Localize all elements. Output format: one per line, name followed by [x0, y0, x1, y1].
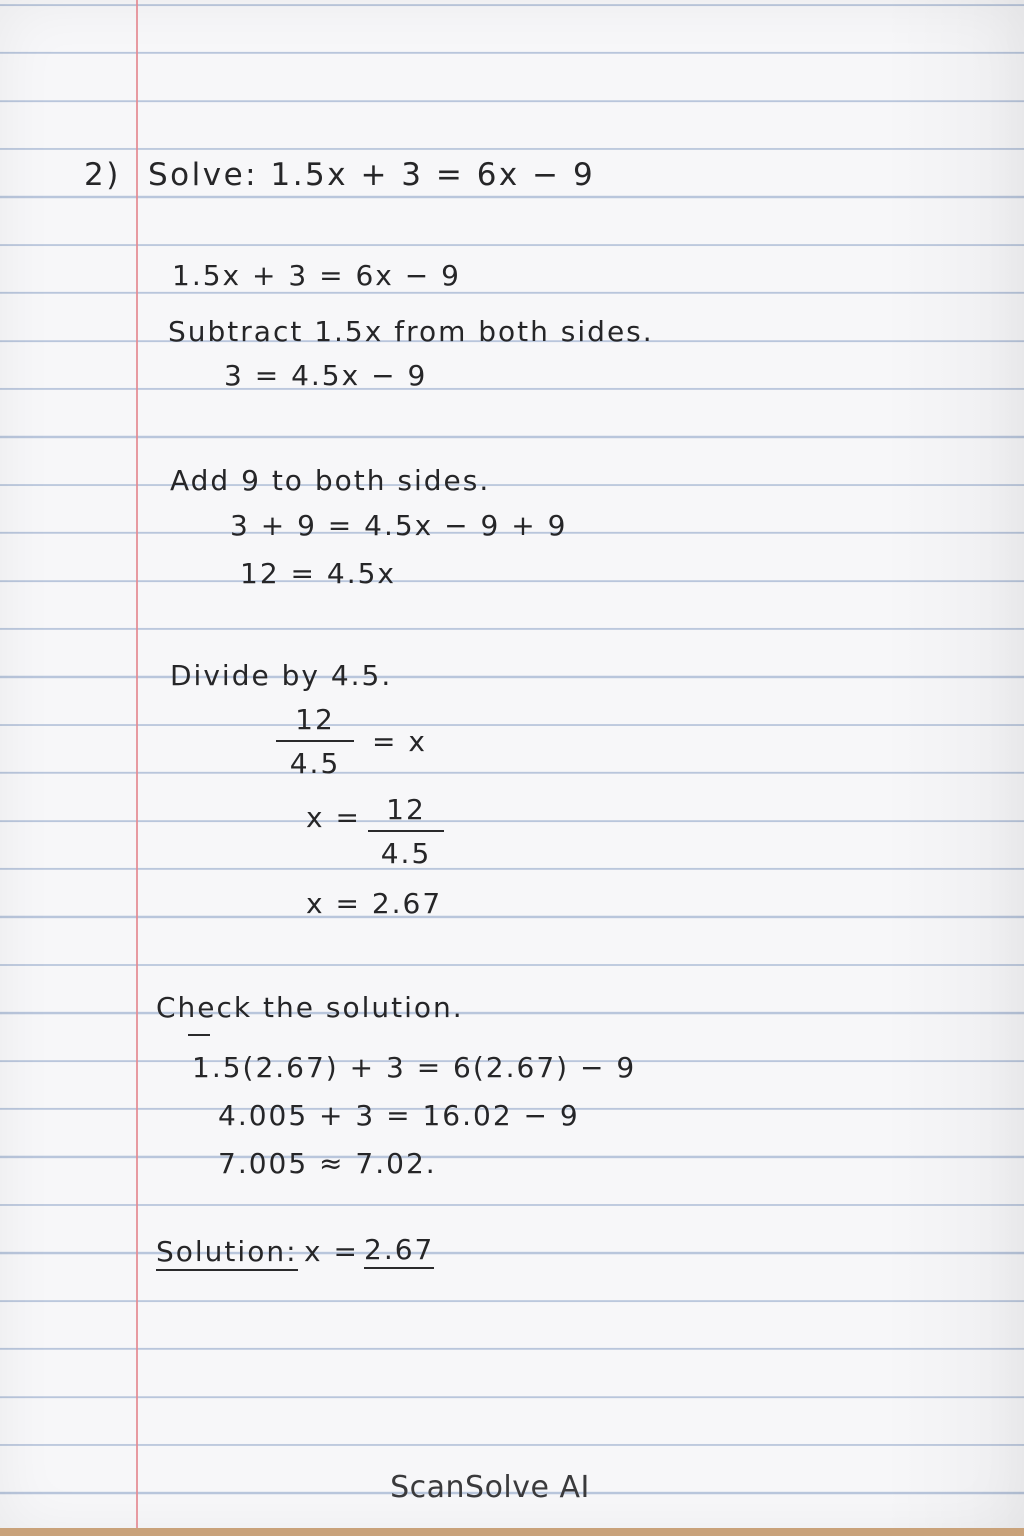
step2-label: Add 9 to both sides.	[170, 464, 491, 497]
fraction-numerator: 12	[295, 703, 335, 736]
x-equals: x =	[306, 801, 361, 834]
desk-surface	[0, 1528, 1024, 1536]
solution-value: 2.67	[364, 1236, 434, 1269]
problem-header: Solve: 1.5x + 3 = 6x − 9	[148, 157, 596, 193]
equation-line: 1.5x + 3 = 6x − 9	[172, 259, 461, 292]
solution-lhs: x =	[304, 1235, 359, 1268]
check-underline-mark	[188, 1034, 210, 1036]
step3-result: x = 2.67	[306, 887, 443, 920]
fraction-denominator: 4.5	[380, 837, 432, 870]
fraction-x-equals	[368, 793, 444, 870]
problem-number: 2)	[84, 157, 121, 193]
check-line-2: 4.005 + 3 = 16.02 − 9	[218, 1099, 580, 1132]
check-line-1: 1.5(2.67) + 3 = 6(2.67) − 9	[192, 1051, 637, 1084]
fraction-numerator: 12	[386, 793, 426, 826]
step2-work: 3 + 9 = 4.5x − 9 + 9	[230, 509, 568, 542]
solution-label: Solution:	[156, 1238, 298, 1271]
check-label: Check the solution.	[156, 991, 464, 1024]
margin-line	[136, 0, 138, 1536]
step3-label: Divide by 4.5.	[170, 659, 393, 692]
watermark: ScanSolve AI	[390, 1470, 590, 1505]
step1-label: Subtract 1.5x from both sides.	[168, 315, 654, 348]
fraction-denominator: 4.5	[289, 747, 341, 780]
step1-result: 3 = 4.5x − 9	[224, 359, 428, 392]
fraction-12-over-4.5	[276, 703, 354, 780]
fraction-rhs: = x	[372, 725, 427, 758]
paper-shading	[884, 0, 1024, 1536]
check-line-3: 7.005 ≈ 7.02.	[218, 1147, 437, 1180]
step2-result: 12 = 4.5x	[240, 557, 396, 590]
